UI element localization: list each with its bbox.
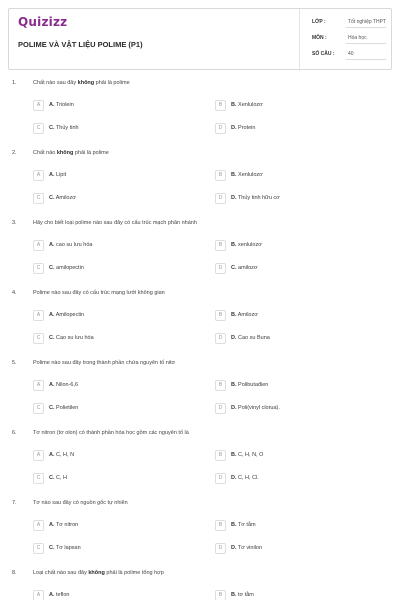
option-prefix: B.: [231, 592, 237, 598]
option-letter-box[interactable]: B: [215, 590, 226, 600]
answer-option[interactable]: [215, 450, 385, 462]
option-letter-box[interactable]: B: [215, 520, 226, 531]
question-text-part: Hãy cho biết loại polime nào sau đây có cấu trúc mạch phân nhánh: [33, 220, 197, 226]
option-text: [231, 475, 259, 481]
answer-option[interactable]: [33, 123, 203, 135]
divider: [346, 59, 386, 60]
option-value: Poli(vinyl clorua).: [238, 405, 280, 411]
answer-option[interactable]: [215, 403, 385, 415]
option-prefix: B.: [231, 102, 237, 108]
option-value: C, H, N, O: [238, 452, 264, 458]
option-letter-box[interactable]: A: [33, 380, 44, 391]
answer-option[interactable]: [33, 543, 203, 555]
option-prefix: C.: [49, 195, 55, 201]
meta-row-subject: [300, 31, 394, 45]
question-text-part: phải là polime tổng hợp: [104, 570, 164, 576]
meta-row-count: [300, 47, 394, 61]
question-text-part: Polime nào sau đây có cấu trúc mạng lưới không gian: [33, 290, 165, 296]
answer-option[interactable]: [215, 520, 385, 532]
question-text: [33, 570, 164, 576]
option-letter-box[interactable]: B: [215, 310, 226, 321]
option-prefix: B.: [231, 172, 237, 178]
option-value: Polietilen: [56, 405, 79, 411]
option-text: [49, 265, 84, 271]
option-text: [231, 335, 270, 341]
option-letter-box[interactable]: B: [215, 240, 226, 251]
answer-option[interactable]: [215, 380, 385, 392]
option-text: [49, 452, 74, 458]
answer-option[interactable]: [33, 193, 203, 205]
quizizz-logo: Quizizz: [18, 15, 68, 29]
option-text: [49, 592, 70, 598]
option-letter-box[interactable]: D: [215, 543, 226, 554]
option-value: Polibutađien: [238, 382, 269, 388]
option-prefix: A.: [49, 452, 55, 458]
question-text-part: Tơ nitron (tơ olon) có thành phần hóa học gồm các nguyên tố là: [33, 430, 189, 436]
question-text: [33, 360, 175, 366]
option-value: C, H, N: [56, 452, 75, 458]
option-prefix: B.: [231, 382, 237, 388]
option-prefix: D.: [231, 405, 237, 411]
answer-option[interactable]: [33, 310, 203, 322]
option-prefix: A.: [49, 242, 55, 248]
answer-option[interactable]: [33, 333, 203, 345]
meta-key: SỐ CÂU :: [312, 51, 335, 57]
answer-option[interactable]: [33, 450, 203, 462]
answer-option[interactable]: [33, 170, 203, 182]
question-number: 1.: [12, 80, 17, 86]
option-letter-box[interactable]: B: [215, 170, 226, 181]
answer-option[interactable]: [215, 263, 385, 275]
option-value: C, H, Cl.: [238, 475, 259, 481]
answer-option[interactable]: [33, 240, 203, 252]
option-text: [231, 452, 263, 458]
option-prefix: B.: [231, 522, 237, 528]
question-number: 5.: [12, 360, 17, 366]
option-prefix: A.: [49, 382, 55, 388]
option-letter-box[interactable]: D: [215, 403, 226, 414]
answer-option[interactable]: [215, 310, 385, 322]
option-value: xenlulozơ: [238, 242, 262, 248]
option-prefix: C.: [49, 265, 55, 271]
option-value: Tơ lapsan: [55, 545, 81, 551]
option-prefix: A.: [49, 172, 55, 178]
option-prefix: C.: [231, 265, 237, 271]
divider: [346, 43, 386, 44]
answer-option[interactable]: [215, 543, 385, 555]
question-number: 2.: [12, 150, 17, 156]
option-value: tơ tằm: [238, 592, 254, 598]
option-text: [231, 125, 255, 131]
answer-option[interactable]: [215, 193, 385, 205]
option-letter-box[interactable]: A: [33, 310, 44, 321]
option-text: [231, 102, 263, 108]
option-text: [49, 125, 79, 131]
option-value: Protein: [238, 125, 256, 131]
answer-option[interactable]: [215, 100, 385, 112]
option-letter-box[interactable]: A: [33, 590, 44, 600]
answer-option[interactable]: [33, 380, 203, 392]
option-value: Amilopectin: [55, 312, 85, 318]
option-letter-box[interactable]: C: [33, 123, 44, 134]
question-number: 3.: [12, 220, 17, 226]
option-text: [231, 312, 258, 318]
option-prefix: D.: [231, 195, 237, 201]
option-text: [49, 312, 84, 318]
answer-option[interactable]: [33, 473, 203, 485]
option-text: [231, 545, 262, 551]
option-value: Nilon-6,6: [56, 382, 79, 388]
question-text-part: Chất nào: [33, 150, 57, 156]
option-prefix: C.: [49, 335, 55, 341]
option-prefix: A.: [49, 102, 55, 108]
question-text: [33, 500, 128, 506]
option-letter-box[interactable]: D: [215, 473, 226, 484]
option-prefix: A.: [49, 312, 55, 318]
question-text-part: Tơ nào sau đây có nguồn gốc tự nhiên: [33, 500, 128, 506]
meta-value: Tốt nghiệp THPT: [348, 19, 386, 25]
option-letter-box[interactable]: D: [215, 333, 226, 344]
option-text: [231, 382, 268, 388]
option-text: [49, 102, 74, 108]
question-number: 4.: [12, 290, 17, 296]
option-text: [49, 545, 81, 551]
option-prefix: A.: [49, 522, 55, 528]
option-text: [231, 405, 280, 411]
option-prefix: D.: [231, 335, 237, 341]
option-letter-box[interactable]: A: [33, 240, 44, 251]
divider: [346, 27, 386, 28]
option-text: [49, 335, 94, 341]
option-letter-box[interactable]: C: [33, 263, 44, 274]
option-prefix: C.: [49, 545, 55, 551]
option-letter-box[interactable]: B: [215, 380, 226, 391]
option-text: [49, 195, 76, 201]
option-text: [49, 242, 92, 248]
option-text: [231, 195, 280, 201]
option-value: amilozơ: [238, 265, 258, 271]
option-value: Cao su lưu hóa: [56, 335, 94, 341]
option-prefix: B.: [231, 242, 237, 248]
question-text: [33, 430, 189, 436]
option-text: [49, 382, 78, 388]
option-value: cao su lưu hóa: [56, 242, 93, 248]
answer-option[interactable]: [33, 520, 203, 532]
option-value: Amilozơ: [55, 195, 76, 201]
question-text-part: phải là polime: [94, 80, 130, 86]
answer-option[interactable]: [33, 403, 203, 415]
answer-option[interactable]: [33, 263, 203, 275]
question-text-part: Loại chất nào sau đây: [33, 570, 89, 576]
question-text: [33, 290, 165, 296]
option-value: Tơ tằm: [237, 522, 256, 528]
meta-value: 40: [348, 51, 354, 57]
option-letter-box[interactable]: D: [215, 193, 226, 204]
meta-row-class: [300, 15, 394, 29]
option-letter-box[interactable]: A: [33, 100, 44, 111]
option-value: Lipit: [56, 172, 67, 178]
option-text: [49, 475, 67, 481]
option-letter-box[interactable]: C: [33, 473, 44, 484]
option-prefix: B.: [231, 312, 237, 318]
option-text: [231, 522, 256, 528]
option-value: Amilozơ: [237, 312, 258, 318]
option-value: C, H: [56, 475, 68, 481]
question-text: [33, 150, 109, 156]
option-text: [231, 242, 262, 248]
question-text: [33, 220, 197, 226]
question-text-part: Chất nào sau đây: [33, 80, 78, 86]
question-text-part: phải là polime: [73, 150, 109, 156]
option-prefix: A.: [49, 592, 55, 598]
option-text: [49, 172, 66, 178]
answer-option[interactable]: [215, 590, 385, 600]
answer-option[interactable]: [215, 473, 385, 485]
answer-option[interactable]: [215, 170, 385, 182]
option-letter-box[interactable]: A: [33, 450, 44, 461]
option-prefix: C.: [49, 475, 55, 481]
answer-option[interactable]: [33, 100, 203, 112]
option-value: Tơ vinilon: [237, 545, 263, 551]
question-emphasis: không: [56, 150, 74, 156]
option-value: Triolein: [55, 102, 74, 108]
worksheet-header: [8, 8, 392, 70]
meta-key: MÔN :: [312, 35, 327, 41]
question-text-part: Polime nào sau đây trong thành phần chứa nguyên tố nitơ: [33, 360, 176, 366]
option-prefix: C.: [49, 405, 55, 411]
question-number: 7.: [12, 500, 17, 506]
answer-option[interactable]: [215, 333, 385, 345]
option-value: teflon: [56, 592, 70, 598]
option-text: [49, 522, 78, 528]
option-letter-box[interactable]: B: [215, 450, 226, 461]
option-value: Cao su Buna: [238, 335, 270, 341]
option-text: [231, 172, 263, 178]
answer-option[interactable]: [33, 590, 203, 600]
option-letter-box[interactable]: D: [215, 123, 226, 134]
option-value: amilopectin: [56, 265, 84, 271]
option-letter-box[interactable]: D: [215, 263, 226, 274]
meta-key: LỚP :: [312, 19, 326, 25]
question-emphasis: không: [88, 570, 105, 576]
page-title: POLIME VÀ VẬT LIỆU POLIME (P1): [18, 40, 143, 49]
question-number: 6.: [12, 430, 17, 436]
option-letter-box[interactable]: A: [33, 170, 44, 181]
option-prefix: D.: [231, 475, 237, 481]
question-emphasis: không: [77, 80, 95, 86]
option-prefix: C.: [49, 125, 55, 131]
worksheet-meta: [299, 9, 393, 71]
option-letter-box[interactable]: C: [33, 543, 44, 554]
option-value: Thủy tinh: [55, 125, 79, 131]
question-number: 8.: [12, 570, 17, 576]
option-value: Xenlulozơ: [238, 172, 263, 178]
meta-value: Hóa học: [348, 35, 367, 41]
option-letter-box[interactable]: C: [33, 193, 44, 204]
option-value: Tơ nitron: [55, 522, 79, 528]
option-text: [231, 265, 258, 271]
option-letter-box[interactable]: C: [33, 403, 44, 414]
question-text: [33, 80, 130, 86]
answer-option[interactable]: [215, 123, 385, 135]
option-text: [231, 592, 254, 598]
answer-option[interactable]: [215, 240, 385, 252]
option-text: [49, 405, 78, 411]
option-prefix: B.: [231, 452, 237, 458]
option-letter-box[interactable]: B: [215, 100, 226, 111]
option-value: Xenlulozơ: [238, 102, 263, 108]
option-letter-box[interactable]: A: [33, 520, 44, 531]
option-letter-box[interactable]: C: [33, 333, 44, 344]
option-value: Thủy tinh hữu cơ: [237, 195, 280, 201]
option-prefix: D.: [231, 545, 237, 551]
option-prefix: D.: [231, 125, 237, 131]
